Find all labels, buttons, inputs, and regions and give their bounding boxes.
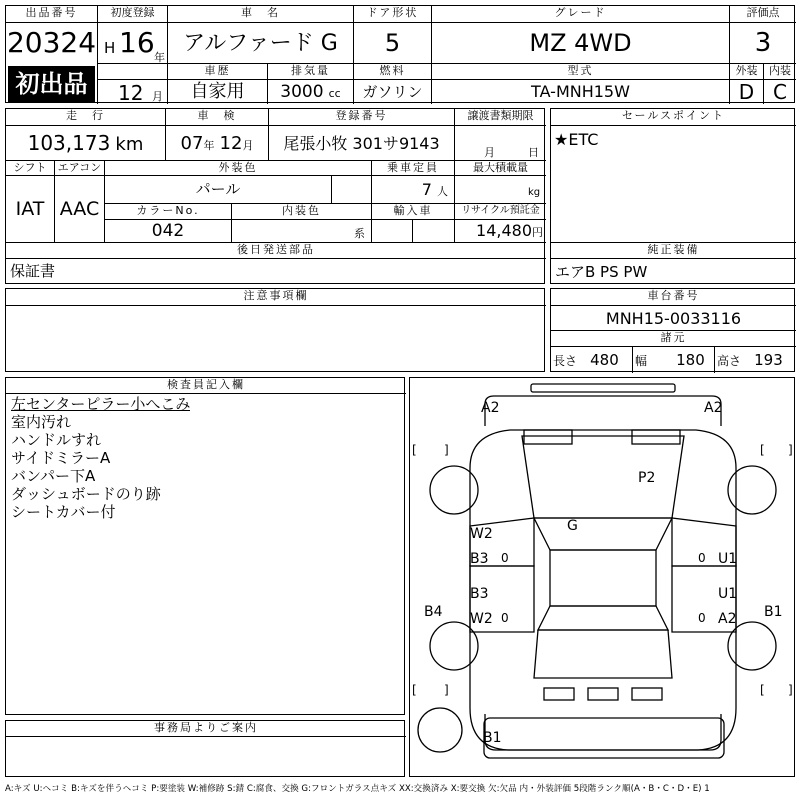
score-label: 評価点 xyxy=(746,6,780,19)
bracket-left-top-close: ] xyxy=(444,443,449,457)
import-label: 輸入車 xyxy=(393,204,433,217)
displacement-label: 排気量 xyxy=(291,64,330,77)
damage-a2-right: A2 xyxy=(704,400,723,416)
recycle-label: リサイクル預託金 xyxy=(461,205,540,216)
remark-7: シートカバー付 xyxy=(11,504,116,521)
exterior-color: パール xyxy=(195,180,241,198)
width-label: 幅 xyxy=(635,354,648,368)
recycle-value: 14,480 xyxy=(476,221,532,240)
rear-bumper-shape xyxy=(484,718,724,758)
chassis-label: 車台番号 xyxy=(647,289,700,302)
inspector-box xyxy=(5,377,405,715)
chassis-number: MNH15-0033116 xyxy=(605,309,742,328)
rear-glass-shape xyxy=(538,606,668,630)
damage-a2-left: A2 xyxy=(481,400,500,416)
mileage-label: 走 行 xyxy=(66,109,105,122)
exterior-grade-label: 外装 xyxy=(735,64,758,77)
damage-b3-top: B3 xyxy=(470,551,489,567)
inspection-label: 車 検 xyxy=(197,109,237,122)
transfer-day-unit: 日 xyxy=(528,146,539,159)
bracket-right-bottom: [ xyxy=(760,683,765,697)
rear-bumper-outline xyxy=(485,714,721,750)
aircon-label: エアコン xyxy=(57,161,102,174)
mileage-value: 103,173 xyxy=(27,131,111,155)
car-name-label: 車 名 xyxy=(241,6,280,19)
selling-points-label: セールスポイント xyxy=(621,109,725,122)
recycle-unit: 円 xyxy=(532,226,543,239)
damage-b1-bottom: B1 xyxy=(483,730,502,746)
bracket-right-top-close: ] xyxy=(788,443,793,457)
displacement xyxy=(268,80,353,104)
displacement-unit: cc xyxy=(328,87,341,100)
width-value: 180 xyxy=(676,351,705,369)
exterior-grade: D xyxy=(738,80,755,104)
details-box xyxy=(5,108,545,284)
max-load-unit: kg xyxy=(528,187,541,198)
remark-1: 左センターピラー小へこみ xyxy=(11,396,191,413)
wheel-rear-left xyxy=(430,622,478,670)
height-value: 193 xyxy=(754,351,783,369)
interior-grade: C xyxy=(773,80,787,104)
damage-a2-side: A2 xyxy=(718,611,737,627)
chassis-box xyxy=(550,288,795,372)
spec-length xyxy=(553,349,631,371)
color-number-label: カラーNo. xyxy=(136,204,200,217)
height-label: 高さ xyxy=(717,354,742,368)
interior-color-label: 内装色 xyxy=(282,204,321,217)
front-vent-right xyxy=(632,430,680,444)
zero-b: 0 xyxy=(698,551,706,565)
damage-w2-top: W2 xyxy=(470,526,493,542)
damage-b4: B4 xyxy=(424,604,443,620)
notes-label: 注意事項欄 xyxy=(243,289,309,302)
max-load-label: 最大積載量 xyxy=(473,161,528,174)
model: TA-MNH15W xyxy=(531,82,630,101)
car-diagram-box xyxy=(409,377,795,777)
roof-shape xyxy=(550,550,656,606)
rear-lamp-right xyxy=(632,688,662,700)
office-box xyxy=(5,720,405,777)
first-registration-month: 12 xyxy=(118,81,144,105)
inspection-year-unit: 年 xyxy=(203,139,215,152)
door-label: ドア形状 xyxy=(366,6,419,19)
history-label: 車歴 xyxy=(204,64,231,77)
remark-2: 室内汚れ xyxy=(11,414,72,431)
history: 自家用 xyxy=(190,81,245,102)
damage-u1-bottom: U1 xyxy=(718,586,738,602)
zero-d: 0 xyxy=(698,611,706,625)
registration-number: 尾張小牧 301サ9143 xyxy=(283,134,440,153)
recycle xyxy=(455,220,546,242)
capacity-label: 乗車定員 xyxy=(387,161,439,174)
transfer-deadline-label: 譲渡書類期限 xyxy=(467,109,534,122)
lot-number-label: 出品番号 xyxy=(25,6,78,19)
remark-6: ダッシュボードのり跡 xyxy=(11,486,161,503)
damage-b3-bottom: B3 xyxy=(470,586,489,602)
aircon: AAC xyxy=(59,198,100,220)
windshield-shape xyxy=(534,518,672,550)
mileage xyxy=(6,127,165,160)
length-value: 480 xyxy=(590,351,619,369)
remark-3: ハンドルすれ xyxy=(11,432,102,449)
front-vent-left xyxy=(524,430,572,444)
hood-shape xyxy=(522,436,684,518)
later-parts: 保証書 xyxy=(10,262,56,280)
selling-points: ★ETC xyxy=(554,130,599,149)
bracket-right-bottom-close: ] xyxy=(788,683,793,697)
wheel-spare xyxy=(418,708,462,752)
front-bumper-shape xyxy=(531,384,675,392)
notes-box xyxy=(5,288,545,372)
specs-label: 諸元 xyxy=(660,331,687,344)
fuel: ガソリン xyxy=(362,83,423,101)
inspection xyxy=(166,127,268,160)
lot-number: 20324 xyxy=(6,26,97,59)
equipment: エアB PS PW xyxy=(555,263,648,281)
first-registration-year: 16 xyxy=(119,26,155,59)
length-label: 長さ xyxy=(553,354,578,368)
office-label: 事務局よりご案内 xyxy=(154,721,258,734)
transfer-month-unit: 月 xyxy=(484,146,495,159)
interior-color-suffix: 系 xyxy=(354,227,365,240)
equipment-label: 純正装備 xyxy=(647,243,700,256)
shift-label: シフト xyxy=(13,161,47,174)
front-bumper-outline xyxy=(485,396,721,426)
footer-legend: A:キズ U:ヘコミ B:キズを伴うヘコミ P:要塗装 W:補修跡 S:錆 C:腐食、交換 G:フロントガラス点キズ XX:交換済み X:要交換 欠:欠品 内・外装評価 5段階ランク順(A・B・C・D・E) 1 xyxy=(5,784,710,794)
spec-width xyxy=(635,349,713,371)
first-listing-badge: 初出品 xyxy=(8,66,95,102)
inspection-year: 07 xyxy=(180,133,204,154)
fuel-label: 燃料 xyxy=(379,64,406,77)
inspection-month: 12 xyxy=(219,133,243,154)
later-parts-label: 後日発送部品 xyxy=(237,243,315,256)
remark-4: サイドミラーA xyxy=(11,450,111,467)
bracket-right-top: [ xyxy=(760,443,765,457)
body-outline xyxy=(470,430,736,750)
zero-c: 0 xyxy=(501,611,509,625)
registration-number-label: 登録番号 xyxy=(335,109,388,122)
capacity-unit: 人 xyxy=(437,185,448,198)
selling-points-box xyxy=(550,108,795,284)
damage-u1-top: U1 xyxy=(718,551,738,567)
remark-5: バンパー下A xyxy=(11,468,96,485)
wheel-rear-right xyxy=(728,622,776,670)
rear-lamp-center xyxy=(588,688,618,700)
month-unit: 月 xyxy=(152,90,163,103)
damage-g: G xyxy=(567,518,578,534)
year-unit: 年 xyxy=(154,51,165,64)
displacement-value: 3000 xyxy=(280,82,324,102)
first-registration-label: 初度登録 xyxy=(110,6,155,19)
bracket-left-bottom: [ xyxy=(412,683,417,697)
capacity xyxy=(372,176,454,203)
inspector-label: 検査員記入欄 xyxy=(167,378,245,391)
car-diagram xyxy=(410,378,796,778)
interior-grade-label: 内装 xyxy=(769,64,791,77)
damage-w2-bottom: W2 xyxy=(470,611,493,627)
wheel-front-left xyxy=(430,466,478,514)
score: 3 xyxy=(754,28,772,58)
bracket-left-top: [ xyxy=(412,443,417,457)
inspection-month-unit: 月 xyxy=(242,139,254,152)
damage-b1-right: B1 xyxy=(764,604,783,620)
capacity-value: 7 xyxy=(421,180,432,199)
era: H xyxy=(104,39,116,57)
header-box xyxy=(5,5,795,103)
grade-label: グレード xyxy=(554,6,607,19)
rear-lamp-left xyxy=(544,688,574,700)
spec-height xyxy=(717,349,795,371)
bracket-left-bottom-close: ] xyxy=(444,683,449,697)
exterior-color-label: 外装色 xyxy=(218,161,258,174)
damage-p2: P2 xyxy=(638,470,656,486)
zero-a: 0 xyxy=(501,551,509,565)
mileage-unit: km xyxy=(115,134,144,155)
wheel-front-right xyxy=(728,466,776,514)
doors: 5 xyxy=(384,29,401,57)
rear-shape xyxy=(534,630,672,678)
model-label: 型式 xyxy=(567,64,594,77)
grade: MZ 4WD xyxy=(529,29,632,57)
shift: IAT xyxy=(15,198,45,220)
color-number: 042 xyxy=(151,221,185,241)
car-name: アルファード G xyxy=(183,31,338,56)
